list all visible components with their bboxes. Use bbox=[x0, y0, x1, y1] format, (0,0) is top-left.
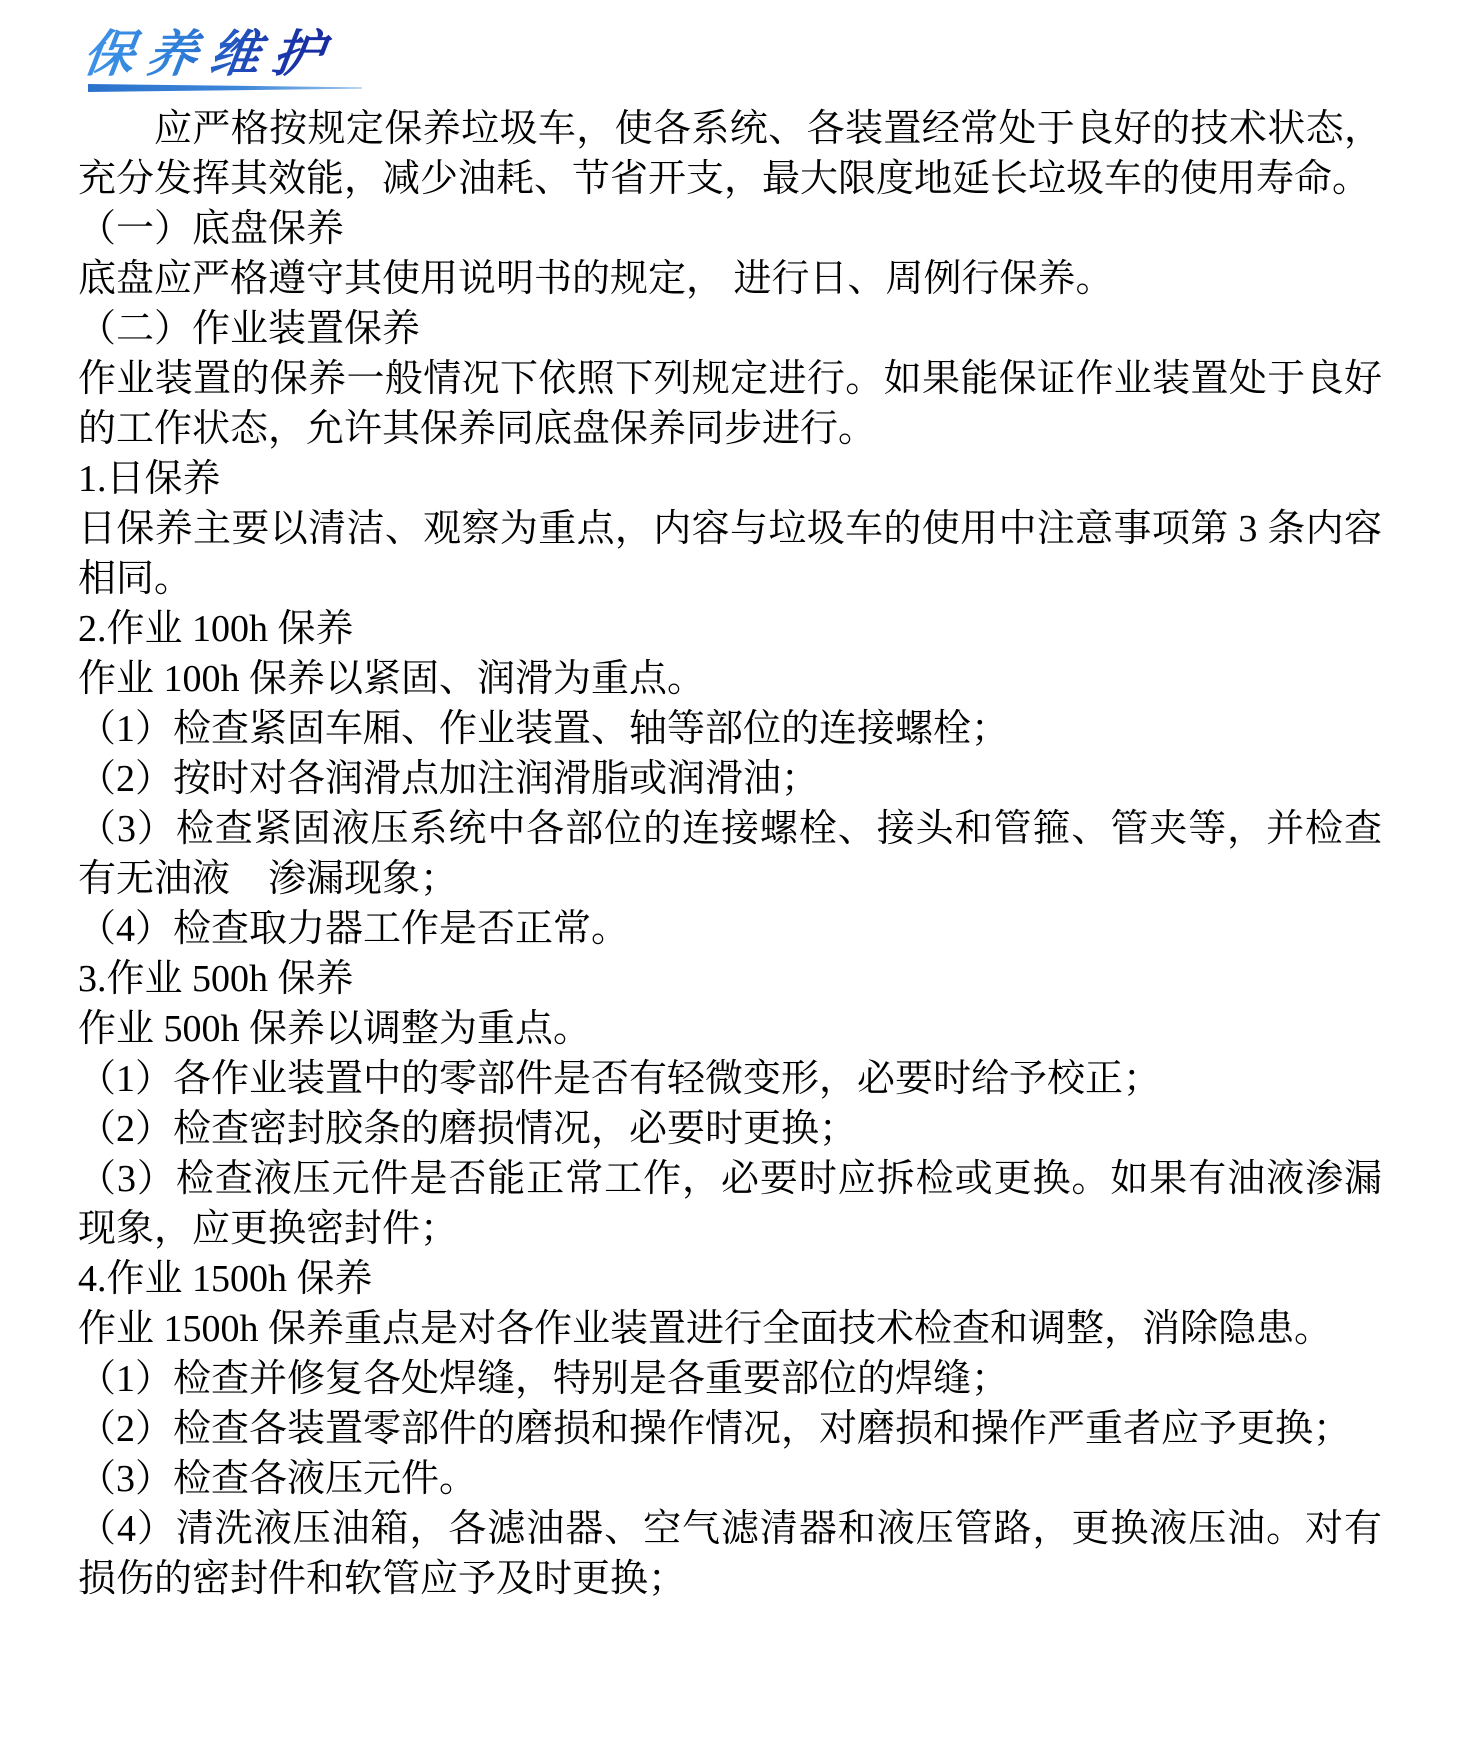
document-body bbox=[78, 104, 1382, 1604]
title-block bbox=[80, 26, 1382, 92]
paragraph: 1.日保养 bbox=[78, 458, 221, 500]
paragraph: （一）底盘保养 bbox=[78, 208, 345, 250]
paragraph: （1）各作业装置中的零部件是否有轻微变形，必要时给予校正； bbox=[78, 1058, 1162, 1100]
paragraph: （2）按时对各润滑点加注润滑脂或润滑油； bbox=[78, 758, 820, 800]
paragraph: 日保养主要以清洁、观察为重点，内容与垃圾车的使用中注意事项第 3 条内容相同。 bbox=[78, 508, 1382, 600]
paragraph: （3）检查液压元件是否能正常工作，必要时应拆检或更换。如果有油液渗漏现象，应更换密封件； bbox=[78, 1158, 1382, 1250]
paragraph: （1）检查并修复各处焊缝，特别是各重要部位的焊缝； bbox=[78, 1358, 1010, 1400]
page-title: 保养维护 bbox=[80, 26, 340, 82]
paragraph: （4）清洗液压油箱，各滤油器、空气滤清器和液压管路，更换液压油。对有损伤的密封件和软管应予及时更换； bbox=[78, 1508, 1382, 1600]
paragraph: （二）作业装置保养 bbox=[78, 308, 421, 350]
paragraph: 作业装置的保养一般情况下依照下列规定进行。如果能保证作业装置处于良好的工作状态，允许其保养同底盘保养同步进行。 bbox=[78, 358, 1382, 450]
paragraph: （2）检查各装置零部件的磨损和操作情况，对磨损和操作严重者应予更换； bbox=[78, 1408, 1352, 1450]
paragraph: （4）检查取力器工作是否正常。 bbox=[78, 908, 630, 950]
paragraph: 应严格按规定保养垃圾车，使各系统、各装置经常处于良好的技术状态，充分发挥其效能，减少油耗、节省开支，最大限度地延长垃圾车的使用寿命。 bbox=[78, 108, 1382, 200]
paragraph: 3.作业 500h 保养 bbox=[78, 958, 354, 1000]
paragraph: 作业 100h 保养以紧固、润滑为重点。 bbox=[78, 658, 706, 700]
paragraph: （2）检查密封胶条的磨损情况，必要时更换； bbox=[78, 1108, 858, 1150]
paragraph: 作业 500h 保养以调整为重点。 bbox=[78, 1008, 592, 1050]
paragraph: 底盘应严格遵守其使用说明书的规定， 进行日、周例行保养。 bbox=[78, 258, 1114, 300]
title-underline bbox=[88, 84, 362, 92]
paragraph: （3）检查各液压元件。 bbox=[78, 1458, 478, 1500]
paragraph: 4.作业 1500h 保养 bbox=[78, 1258, 373, 1300]
paragraph: 作业 1500h 保养重点是对各作业装置进行全面技术检查和调整，消除隐患。 bbox=[78, 1308, 1333, 1350]
paragraph: （3）检查紧固液压系统中各部位的连接螺栓、接头和管箍、管夹等，并检查有无油液 渗漏现象； bbox=[78, 808, 1382, 900]
paragraph: 2.作业 100h 保养 bbox=[78, 608, 354, 650]
paragraph: （1）检查紧固车厢、作业装置、轴等部位的连接螺栓； bbox=[78, 708, 1010, 750]
